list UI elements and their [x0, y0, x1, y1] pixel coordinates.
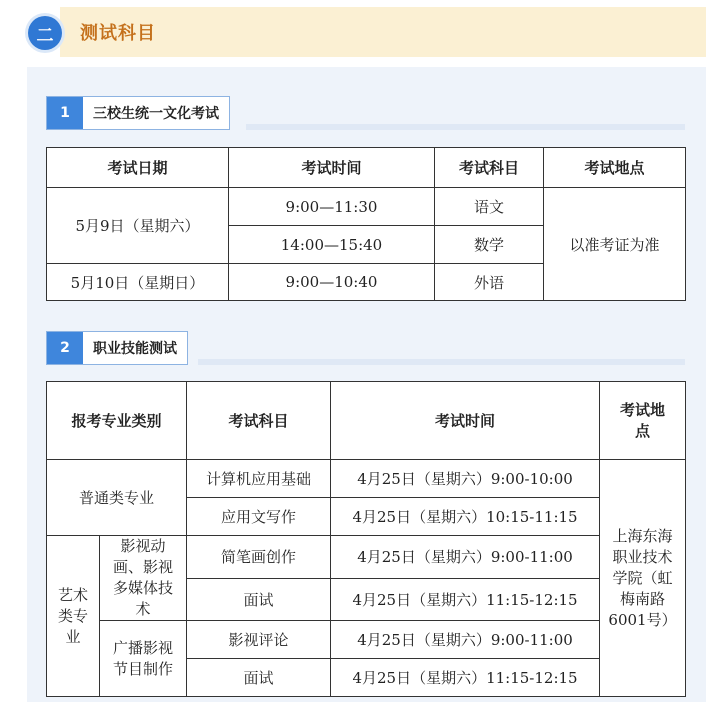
column-header: 考试科目 — [187, 382, 331, 460]
section-badge: 二 — [28, 16, 62, 50]
column-header: 考试时间 — [229, 148, 435, 188]
table-row — [47, 460, 686, 498]
exam-location: 以准考证为准 — [544, 188, 686, 301]
column-header: 考试日期 — [47, 148, 229, 188]
column-header: 考试地点 — [544, 148, 686, 188]
exam-time: 4月25日（星期六）9:00-11:00 — [331, 536, 600, 579]
exam-time: 14:00—15:40 — [229, 226, 435, 264]
header-band — [60, 7, 706, 57]
section-number: 2 — [47, 332, 83, 364]
exam-time: 4月25日（星期六）11:15-12:15 — [331, 659, 600, 697]
exam-subject: 影视评论 — [187, 621, 331, 659]
exam-subject: 面试 — [187, 578, 331, 621]
exam-time: 4月25日（星期六）9:00-10:00 — [331, 460, 600, 498]
exam-time: 4月25日（星期六）10:15-11:15 — [331, 498, 600, 536]
section-label: 职业技能测试 — [93, 341, 177, 357]
exam-location: 上海东海职业技术学院（虹梅南路6001号） — [600, 460, 686, 697]
table-header-row — [47, 382, 686, 460]
category-general: 普通类专业 — [47, 460, 187, 536]
column-header: 考试地点 — [600, 382, 686, 460]
section-number: 1 — [47, 97, 83, 129]
column-header: 考试科目 — [435, 148, 544, 188]
section-1-heading — [46, 96, 230, 130]
exam-time: 4月25日（星期六）9:00-11:00 — [331, 621, 600, 659]
sub-category: 广播影视节目制作 — [100, 621, 187, 697]
table-row — [47, 621, 686, 659]
skills-test-table — [46, 381, 686, 697]
exam-subject: 外语 — [435, 264, 544, 301]
exam-subject: 语文 — [435, 188, 544, 226]
page-title: 测试科目 — [80, 23, 156, 44]
category-art: 艺术类专业 — [47, 536, 100, 697]
table-row — [47, 536, 686, 579]
section-2-heading — [46, 331, 188, 365]
section-underline — [246, 124, 685, 130]
exam-subject: 计算机应用基础 — [187, 460, 331, 498]
exam-time: 4月25日（星期六）11:15-12:15 — [331, 578, 600, 621]
table-header-row — [47, 148, 686, 188]
section-underline — [198, 359, 685, 365]
exam-subject: 应用文写作 — [187, 498, 331, 536]
sub-category: 影视动画、影视多媒体技术 — [100, 536, 187, 621]
table-row — [47, 188, 686, 226]
exam-subject: 数学 — [435, 226, 544, 264]
exam-date: 5月10日（星期日） — [47, 264, 229, 301]
section-label: 三校生统一文化考试 — [93, 106, 219, 122]
exam-time: 9:00—11:30 — [229, 188, 435, 226]
exam-date: 5月9日（星期六） — [47, 188, 229, 264]
culture-exam-table — [46, 147, 686, 301]
column-header: 考试时间 — [331, 382, 600, 460]
exam-subject: 简笔画创作 — [187, 536, 331, 579]
exam-time: 9:00—10:40 — [229, 264, 435, 301]
exam-subject: 面试 — [187, 659, 331, 697]
column-header: 报考专业类别 — [47, 382, 187, 460]
